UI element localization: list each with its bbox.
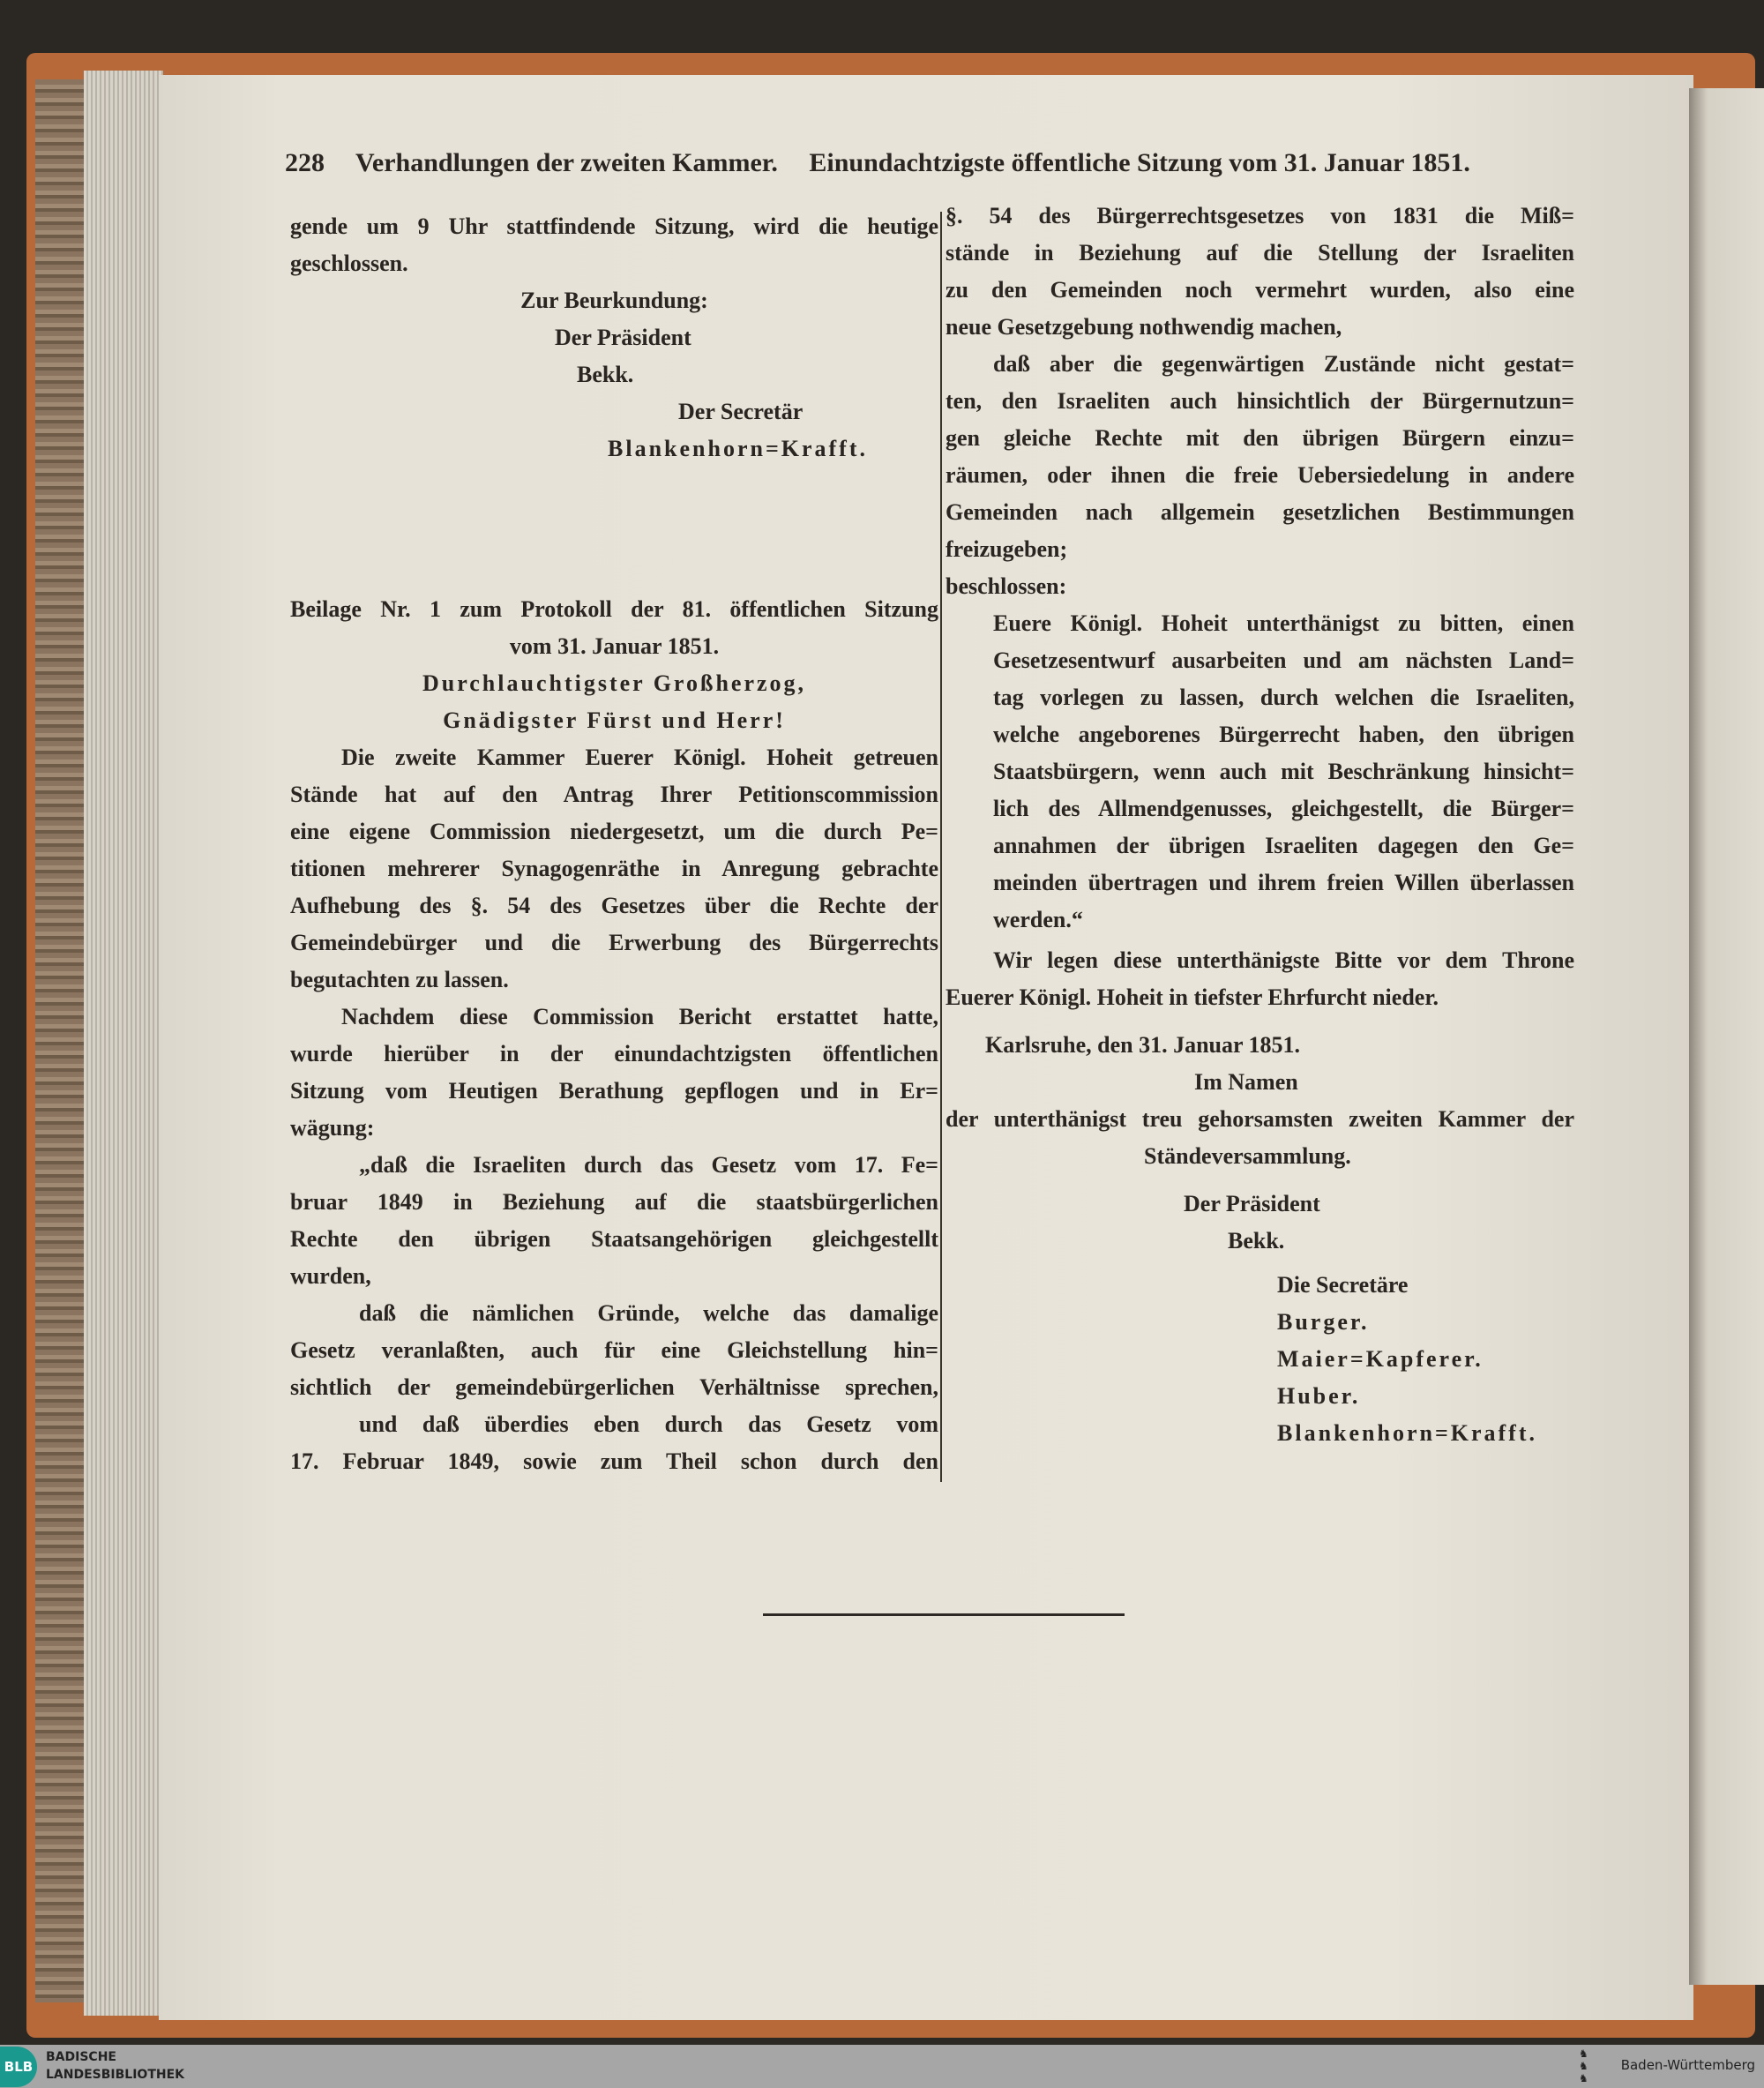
page-number: 228: [285, 148, 325, 177]
text-line: räumen, oder ihnen die freie Uebersiedelung in andere: [946, 462, 1574, 488]
running-header: [285, 146, 1581, 180]
text-line: Staatsbürgern, wenn auch mit Beschränkung hinsicht=: [993, 759, 1574, 784]
text-line: ten, den Israeliten auch hinsichtlich der Bürgernutzun=: [946, 388, 1574, 414]
text-line: gende um 9 Uhr stattfindende Sitzung, wird die heutige: [290, 213, 938, 239]
text-line: Burger.: [1277, 1309, 1370, 1335]
library-name-line2: LANDESBIBLIOTHEK: [46, 2068, 185, 2082]
text-line: beschlossen:: [946, 573, 1067, 599]
facing-page-edge: [1689, 88, 1764, 1985]
header-title-left: Verhandlungen der zweiten Kammer.: [355, 148, 778, 177]
text-line: Im Namen: [1194, 1069, 1298, 1095]
text-line: Gesetzesentwurf ausarbeiten und am nächsten Land=: [993, 647, 1574, 673]
text-line: neue Gesetzgebung nothwendig machen,: [946, 314, 1342, 340]
text-line: „daß die Israeliten durch das Gesetz vom 17. Fe=: [359, 1152, 938, 1178]
text-line: Huber.: [1277, 1383, 1361, 1409]
text-line: Nachdem diese Commission Bericht erstattet hatte,: [341, 1004, 938, 1029]
text-line: und daß überdies eben durch das Gesetz vom: [359, 1411, 938, 1437]
end-rule: [763, 1613, 1125, 1616]
text-line: daß die nämlichen Gründe, welche das damalige: [359, 1300, 938, 1326]
text-line: daß aber die gegenwärtigen Zustände nicht gestat=: [993, 351, 1574, 377]
text-line: zu den Gemeinden noch vermehrt wurden, also eine: [946, 277, 1574, 303]
text-line: vom 31. Januar 1851.: [509, 633, 720, 659]
text-line: wurden,: [290, 1263, 371, 1289]
text-line: Blankenhorn=Krafft.: [608, 436, 868, 461]
text-line: Gesetz veranlaßten, auch für eine Gleichstellung hin=: [290, 1337, 938, 1363]
page-edges: [84, 71, 163, 2016]
text-line: sichtlich der gemeindebürgerlichen Verhältnisse sprechen,: [290, 1374, 938, 1400]
text-line: meinden übertragen und ihrem freien Willen überlassen: [993, 870, 1574, 895]
text-line: titionen mehrerer Synagogenräthe in Anregung gebrachte: [290, 856, 938, 881]
library-name-line1: BADISCHE: [46, 2050, 116, 2064]
left-column: [290, 208, 938, 1480]
text-line: Karlsruhe, den 31. Januar 1851.: [985, 1032, 1301, 1058]
text-line: Stände hat auf den Antrag Ihrer Petitionscommission: [290, 782, 938, 807]
state-logo-text[interactable]: Baden-Württemberg: [1620, 2057, 1755, 2073]
text-line: Bekk.: [577, 362, 634, 387]
text-line: Der Präsident: [1184, 1191, 1320, 1216]
text-line: Beilage Nr. 1 zum Protokoll der 81. öffentlichen Sitzung: [290, 596, 938, 622]
text-line: wägung:: [290, 1115, 375, 1141]
text-line: 17. Februar 1849, sowie zum Theil schon durch den: [290, 1448, 938, 1474]
text-line: eine eigene Commission niedergesetzt, um die durch Pe=: [290, 819, 938, 844]
library-name[interactable]: [46, 2048, 184, 2084]
text-line: Durchlauchtigster Großherzog,: [422, 670, 807, 696]
right-column: [946, 198, 1574, 1452]
text-line: gen gleiche Rechte mit den übrigen Bürgern einzu=: [946, 425, 1574, 451]
text-line: Gemeinden nach allgemein gesetzlichen Bestimmungen: [946, 499, 1574, 525]
text-line: Der Präsident: [555, 325, 691, 350]
footer-bar: [0, 2045, 1764, 2088]
spacer: [290, 468, 938, 591]
text-line: lich des Allmendgenusses, gleichgestellt, die Bürger=: [993, 796, 1574, 821]
book-spine-marbled-edge: [35, 79, 88, 2002]
text-line: begutachten zu lassen.: [290, 967, 509, 992]
text-line: Euerer Königl. Hoheit in tiefster Ehrfurcht nieder.: [946, 984, 1439, 1010]
text-line: Maier=Kapferer.: [1277, 1346, 1484, 1372]
text-line: Gemeindebürger und die Erwerbung des Bürgerrechts: [290, 930, 938, 955]
text-line: Sitzung vom Heutigen Berathung gepflogen und in Er=: [290, 1078, 938, 1104]
text-line: §. 54 des Bürgerrechtsgesetzes von 1831 die Miß=: [946, 203, 1574, 228]
blb-logo[interactable]: BLB: [0, 2047, 37, 2087]
column-divider: [940, 212, 942, 1482]
text-line: Bekk.: [1228, 1228, 1285, 1254]
text-line: Euere Königl. Hoheit unterthänigst zu bitten, einen: [993, 610, 1574, 636]
text-line: wurde hierüber in der einundachtzigsten öffentlichen: [290, 1041, 938, 1066]
text-line: Zur Beurkundung:: [520, 288, 708, 313]
text-line: Blankenhorn=Krafft.: [1277, 1420, 1537, 1446]
text-line: Rechte den übrigen Staatsangehörigen gleichgestellt: [290, 1226, 938, 1252]
text-line: tag vorlegen zu lassen, durch welchen die Israeliten,: [993, 685, 1574, 710]
text-line: Die zweite Kammer Euerer Königl. Hoheit getreuen: [341, 745, 938, 770]
text-line: stände in Beziehung auf die Stellung der Israeliten: [946, 240, 1574, 266]
text-line: geschlossen.: [290, 251, 408, 276]
text-line: freizugeben;: [946, 536, 1068, 562]
text-line: annahmen der übrigen Israeliten dagegen den Ge=: [993, 833, 1574, 858]
text-line: welche angeborenes Bürgerrecht haben, den übrigen: [993, 722, 1574, 747]
text-line: Ständeversammlung.: [1144, 1143, 1351, 1169]
text-line: Aufhebung des §. 54 des Gesetzes über die Rechte der: [290, 893, 938, 918]
header-title-right: Einundachtzigste öffentliche Sitzung vom 31. Januar 1851.: [809, 148, 1470, 177]
lion-icons: ♞ ♞ ♞: [1579, 2047, 1588, 2084]
text-line: Gnädigster Fürst und Herr!: [443, 707, 786, 733]
text-line: Die Secretäre: [1277, 1272, 1409, 1298]
text-line: Der Secretär: [678, 399, 804, 424]
text-line: der unterthänigst treu gehorsamsten zweiten Kammer der: [946, 1106, 1574, 1132]
text-line: werden.“: [993, 907, 1083, 932]
text-line: Wir legen diese unterthänigste Bitte vor dem Throne: [993, 947, 1574, 973]
text-line: bruar 1849 in Beziehung auf die staatsbürgerlichen: [290, 1189, 938, 1215]
